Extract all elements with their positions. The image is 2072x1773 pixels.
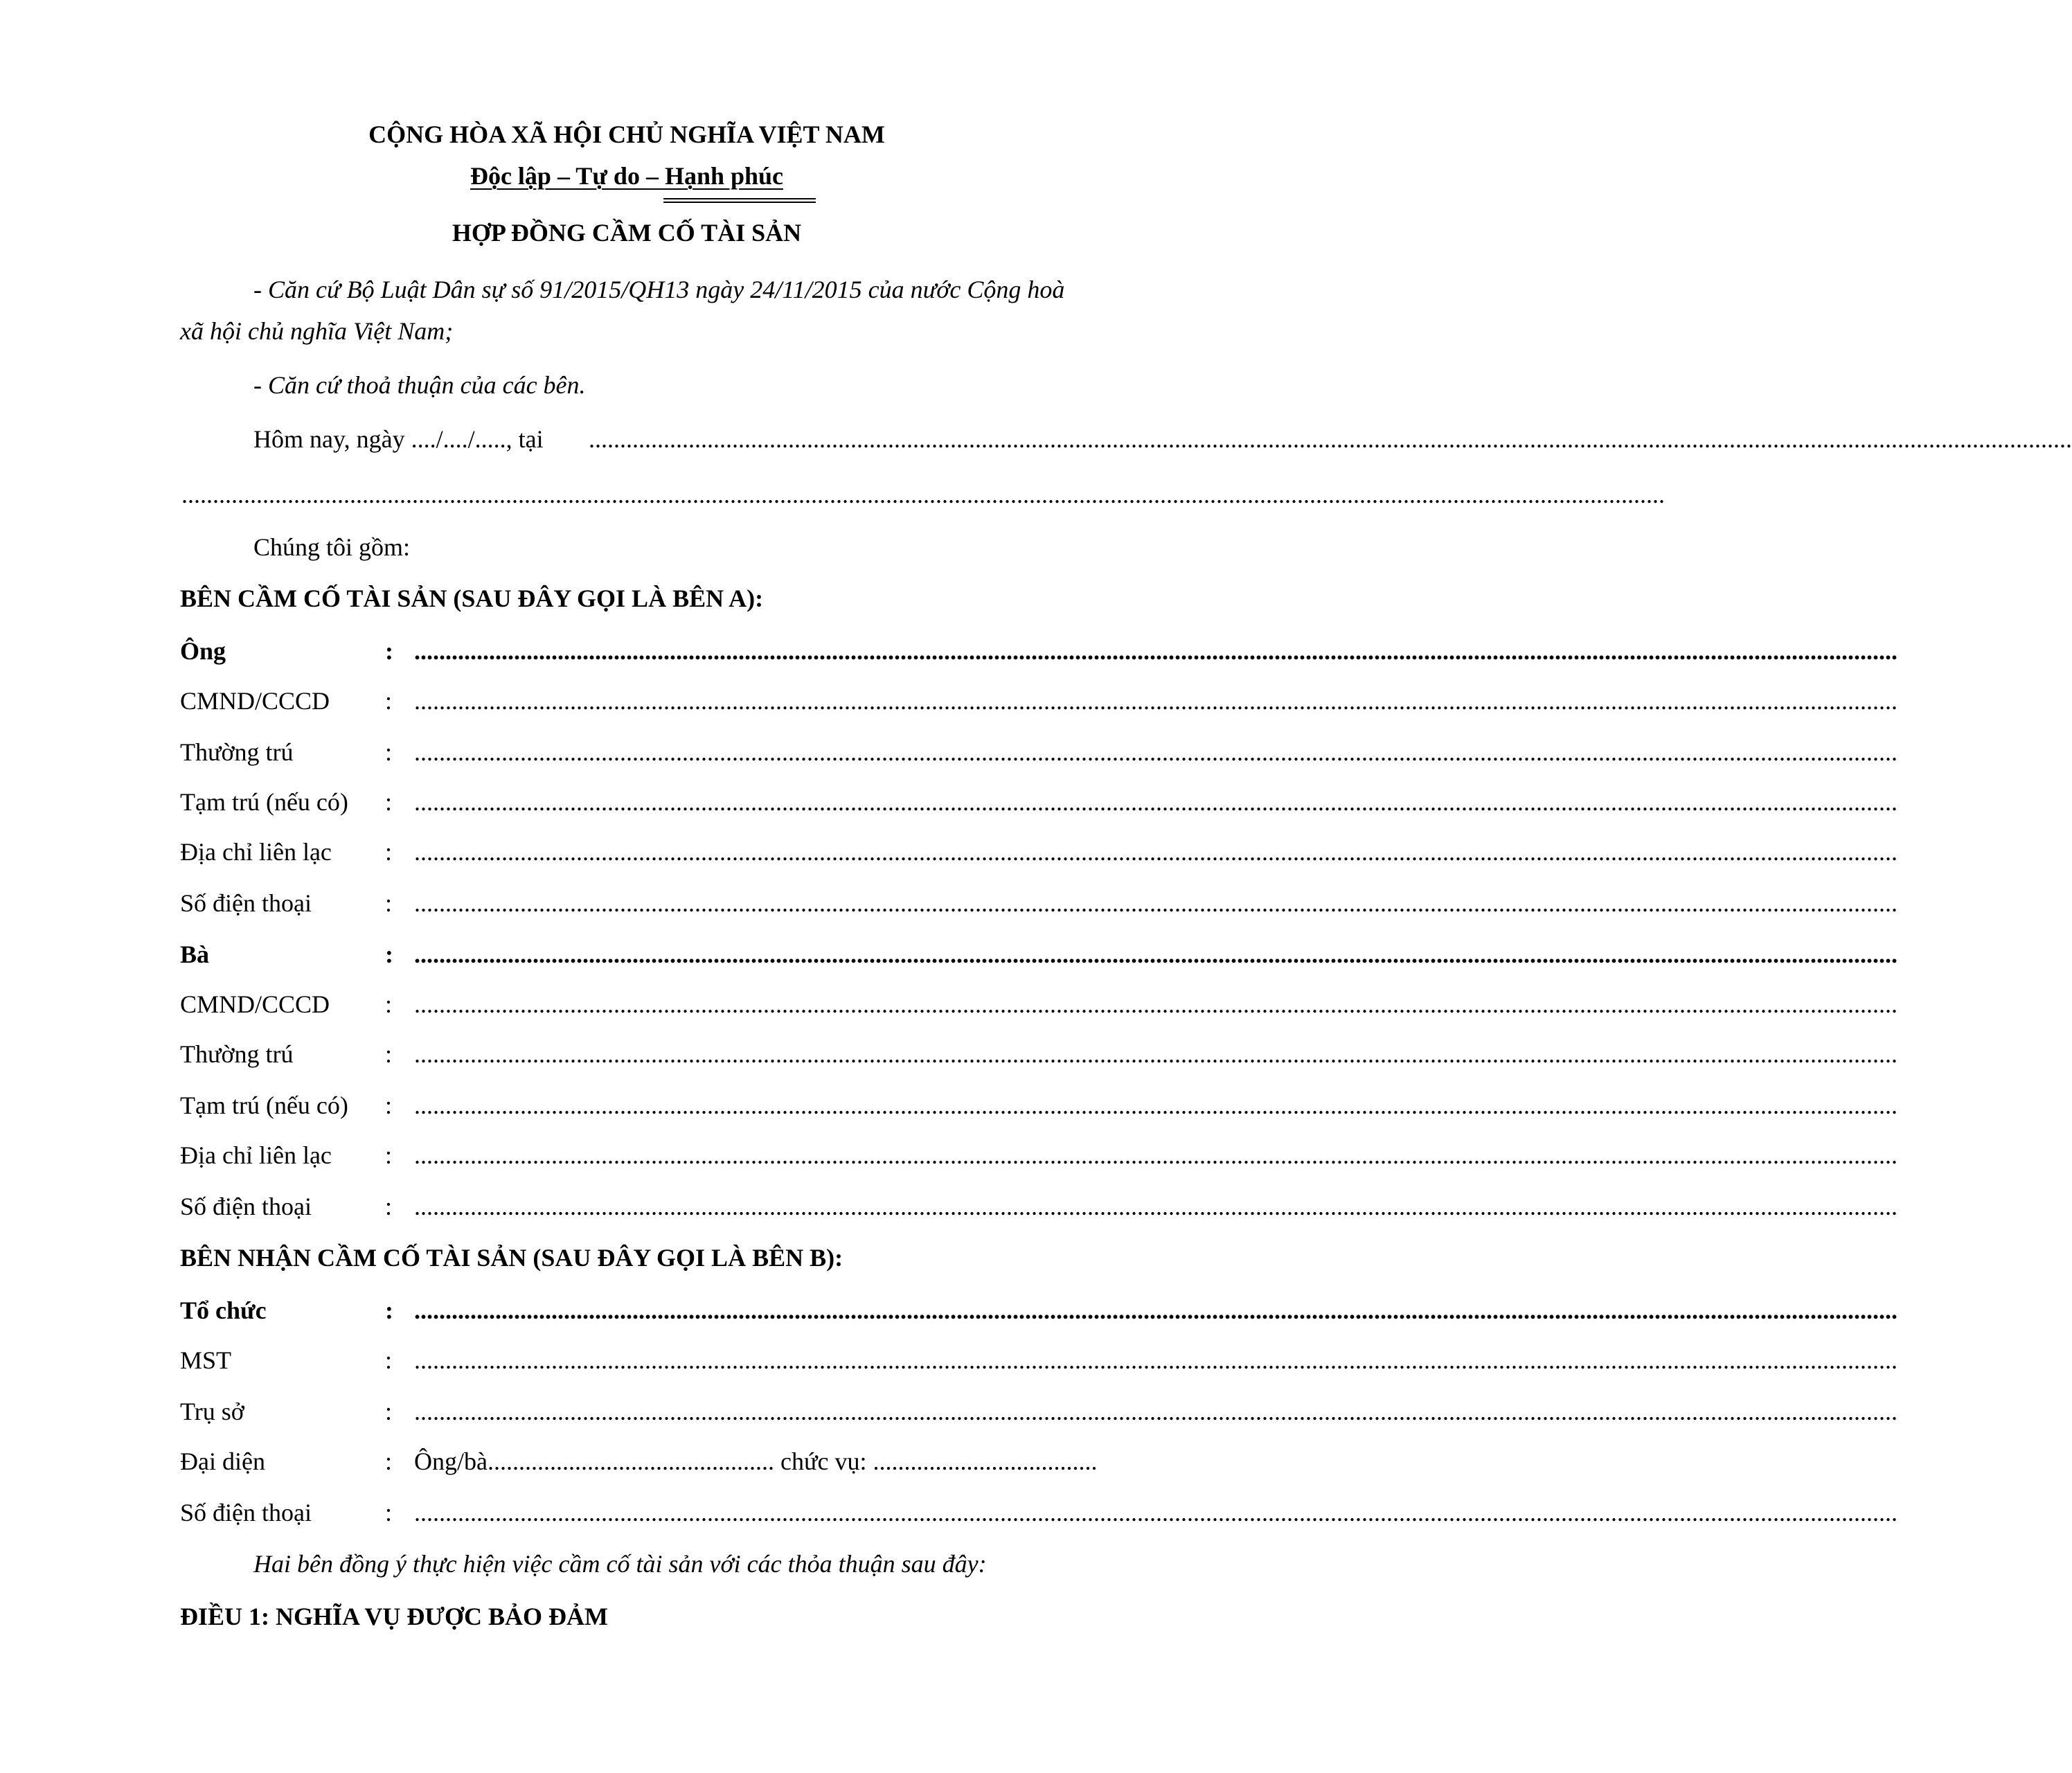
field-label-tru-so: Trụ sở	[180, 1398, 244, 1425]
field-dots-cmnd-2: ..............................................................................................................................................................................................................................................	[414, 990, 1897, 1018]
motto-double-underline	[663, 198, 816, 203]
field-dots-dia-chi-2: ..............................................................................................................................................................................................................................................	[414, 1141, 1897, 1169]
field-colon: :	[385, 838, 393, 866]
national-motto: Độc lập – Tự do – Hạnh phúc	[470, 162, 784, 190]
field-label-dai-dien: Đại diện	[180, 1447, 265, 1475]
party-b-heading: BÊN NHẬN CẦM CỐ TÀI SẢN (SAU ĐÂY GỌI LÀ BÊN B):	[180, 1244, 843, 1272]
field-label-so-dien-thoai: Số điện thoại	[180, 889, 312, 917]
field-dots-thuong-tru: ..............................................................................................................................................................................................................................................	[414, 738, 1897, 766]
field-dots-tru-so: ..............................................................................................................................................................................................................................................	[414, 1398, 1897, 1425]
field-dots-dia-chi: ..............................................................................................................................................................................................................................................	[414, 838, 1897, 866]
field-colon: :	[385, 738, 393, 766]
field-colon: :	[385, 990, 393, 1018]
legal-basis-1-line1: - Căn cứ Bộ Luật Dân sự số 91/2015/QH13 ngày 24/11/2015 của nước Cộng hoà	[253, 276, 1065, 303]
document-title: HỢP ĐỒNG CẦM CỐ TÀI SẢN	[452, 219, 802, 247]
field-label-cmnd-2: CMND/CCCD	[180, 990, 330, 1018]
legal-basis-2: - Căn cứ thoả thuận của các bên.	[253, 371, 586, 399]
field-colon: :	[385, 687, 393, 715]
field-label-thuong-tru: Thường trú	[180, 738, 294, 766]
field-dots-so-dien-thoai-2: ..............................................................................................................................................................................................................................................	[414, 1193, 1897, 1220]
field-label-thuong-tru-2: Thường trú	[180, 1040, 294, 1068]
field-label-so-dien-thoai-b: Số điện thoại	[180, 1499, 312, 1526]
field-dots-mst: ..............................................................................................................................................................................................................................................	[414, 1346, 1897, 1374]
field-label-mst: MST	[180, 1346, 232, 1374]
date-place-line: Hôm nay, ngày ..../..../....., tại	[253, 425, 544, 453]
field-label-so-dien-thoai-2: Số điện thoại	[180, 1193, 312, 1220]
field-label-dia-chi: Địa chỉ liên lạc	[180, 838, 332, 866]
field-dots-thuong-tru-2: ..............................................................................................................................................................................................................................................	[414, 1040, 1897, 1068]
field-label-ba: Bà	[180, 941, 210, 968]
field-colon: :	[385, 941, 393, 968]
country-heading: CỘNG HÒA XÃ HỘI CHỦ NGHĨA VIỆT NAM	[368, 121, 885, 148]
field-colon: :	[385, 1346, 393, 1374]
field-label-ong: Ông	[180, 637, 226, 665]
field-label-cmnd: CMND/CCCD	[180, 687, 330, 715]
field-dots-so-dien-thoai-b: ..............................................................................................................................................................................................................................................	[414, 1499, 1897, 1526]
field-dots-tam-tru: ..............................................................................................................................................................................................................................................	[414, 788, 1897, 816]
field-dots-to-chuc: ..............................................................................................................................................................................................................................................	[414, 1297, 1897, 1324]
field-label-tam-tru-2: Tạm trú (nếu có)	[180, 1092, 348, 1119]
field-colon: :	[385, 1398, 393, 1425]
article-1-heading: ĐIỀU 1: NGHĨA VỤ ĐƯỢC BẢO ĐẢM	[180, 1603, 609, 1630]
field-colon: :	[385, 1040, 393, 1068]
field-colon: :	[385, 1092, 393, 1119]
field-label-dia-chi-2: Địa chỉ liên lạc	[180, 1141, 332, 1169]
field-colon: :	[385, 1193, 393, 1220]
party-a-heading: BÊN CẦM CỐ TÀI SẢN (SAU ĐÂY GỌI LÀ BÊN A):	[180, 585, 764, 612]
field-label-tam-tru: Tạm trú (nếu có)	[180, 788, 348, 816]
field-colon: :	[385, 637, 393, 665]
field-colon: :	[385, 1499, 393, 1526]
field-colon: :	[385, 1297, 393, 1324]
field-label-to-chuc: Tổ chức	[180, 1297, 267, 1324]
date-place-dots-continued: ..............................................................................................................................................................................................................................................	[181, 481, 1665, 508]
field-dots-tam-tru-2: ..............................................................................................................................................................................................................................................	[414, 1092, 1897, 1119]
agreement-statement: Hai bên đồng ý thực hiện việc cầm cố tài sản với các thỏa thuận sau đây:	[253, 1550, 987, 1578]
field-colon: :	[385, 1141, 393, 1169]
legal-basis-1-line2: xã hội chủ nghĩa Việt Nam;	[180, 317, 454, 345]
field-value-dai-dien: Ông/bà.............................................. chức vụ: ....................................	[414, 1447, 1098, 1475]
field-dots-cmnd: ..............................................................................................................................................................................................................................................	[414, 687, 1897, 715]
field-colon: :	[385, 889, 393, 917]
field-colon: :	[385, 1447, 393, 1475]
field-dots-ong: ..............................................................................................................................................................................................................................................	[414, 637, 1897, 665]
field-dots-ba: ..............................................................................................................................................................................................................................................	[414, 941, 1897, 968]
field-dots-so-dien-thoai: ..............................................................................................................................................................................................................................................	[414, 889, 1897, 917]
we-include: Chúng tôi gồm:	[253, 533, 411, 561]
field-colon: :	[385, 788, 393, 816]
date-place-dots: ..............................................................................................................................................................................................................................................	[589, 425, 2072, 453]
